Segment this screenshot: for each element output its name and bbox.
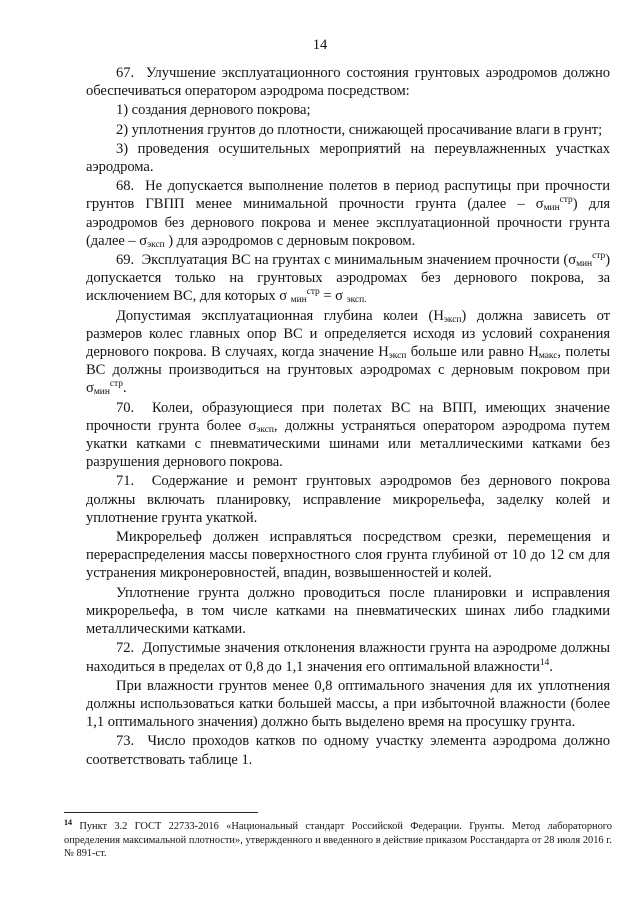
list-item-1: 1) создания дернового покрова; (116, 102, 311, 119)
footnote-text: Пункт 3.2 ГОСТ 22733-2016 «Национальный стандарт Российской Федерации. Грунты. Метод лабораторного определения максимальной плотности», утвержденного и введенного в действие приказом Росстандарта от 28 июля 2016 г. № 891-ст. (64, 821, 612, 860)
list-item-2: 2) уплотнения грунтов до плотности, снижающей просачивание влаги в грунт; (116, 121, 603, 138)
paragraph-72: 72. Допустимые значения отклонения влажности грунта на аэродроме должны находиться в пределах от 0,8 до 1,1 значения его оптимальной влажности$^{14}$. (86, 640, 610, 675)
list-item-3: 3) проведения осушительных мероприятий на переувлажненных участках аэродрома. (86, 140, 610, 176)
paragraph-69-depth: Допустимая эксплуатационная глубина колеи $(Н_{эксп})$ должна зависеть от размеров колес главных опор ВС и определяется исходя из условий сохранения дернового покрова. В случаях, когда значение $Н_{эксп}$ больше или равно $Н_{макс}$, полеты ВС должны производиться на грунтовых аэродромах с дерновым покровом при $\sigma_{мин}^{стр}$. (86, 307, 610, 398)
paragraph-71-microrelief: Микрорельеф должен исправляться посредством срезки, перемещения и перераспределения массы поверхностного слоя грунта глубиной от 10 до 12 см для устранения микронеровностей, впадин, возвышенностей и колей. (86, 529, 610, 582)
paragraph-73: 73. Число проходов катков по одному участку элемента аэродрома должно соответствовать таблице 1. (86, 733, 610, 768)
paragraph-67: 67. Улучшение эксплуатационного состояния грунтовых аэродромов должно обеспечиваться оператором аэродрома посредством: (86, 65, 610, 100)
footnote-divider (64, 812, 258, 813)
paragraph-71: 71. Содержание и ремонт грунтовых аэродромов без дернового покрова должны включать планировку, исправление микрорельефа, заделку колей и уплотнение грунта укаткой. (86, 473, 610, 526)
footnote (64, 820, 612, 861)
paragraph-68: 68. Не допускается выполнение полетов в период распутицы при прочности грунтов ГВПП менее минимальной прочности грунта (далее – $\sigma_{мин}^{стр}$) для аэродромов без дернового покрова и менее эксплуатационной прочности грунта (далее – $\sigma_{эксп}$ ) для аэродромов с дерновым покровом. (86, 178, 610, 250)
footnote-mark: 14 (64, 818, 72, 827)
paragraph-69: 69. Эксплуатация ВС на грунтах с минимальным значением прочности $(\sigma_{мин}^{стр})$ допускается только на грунтовых аэродромах без дернового покрова, за исключением ВС, для которых σ $_{мин}^{стр}$ = σ $_{эксп.}$ (86, 251, 610, 306)
page-number: 14 (312, 37, 328, 53)
document-body (86, 64, 610, 770)
paragraph-72-moisture: При влажности грунтов менее 0,8 оптимального значения для их уплотнения должны использоваться катки большей массы, а при избыточной влажности (более 1,1 оптимального значения) должно быть выделено время на просушку грунта. (86, 677, 610, 731)
paragraph-71-compaction: Уплотнение грунта должно проводиться после планировки и исправления микрорельефа, в том числе катками на пневматических шинах либо гладкими металлическими катками. (86, 584, 610, 638)
paragraph-70: 70. Колеи, образующиеся при полетах ВС на ВПП, имеющих значение прочности грунта более $\sigma_{эксп}$, должны устраняться оператором аэродрома путем укатки катками с пневматическими шинами или металлическими катками без разрушения дернового покрова. (86, 399, 610, 471)
footnote-reference: 14 (539, 657, 550, 668)
